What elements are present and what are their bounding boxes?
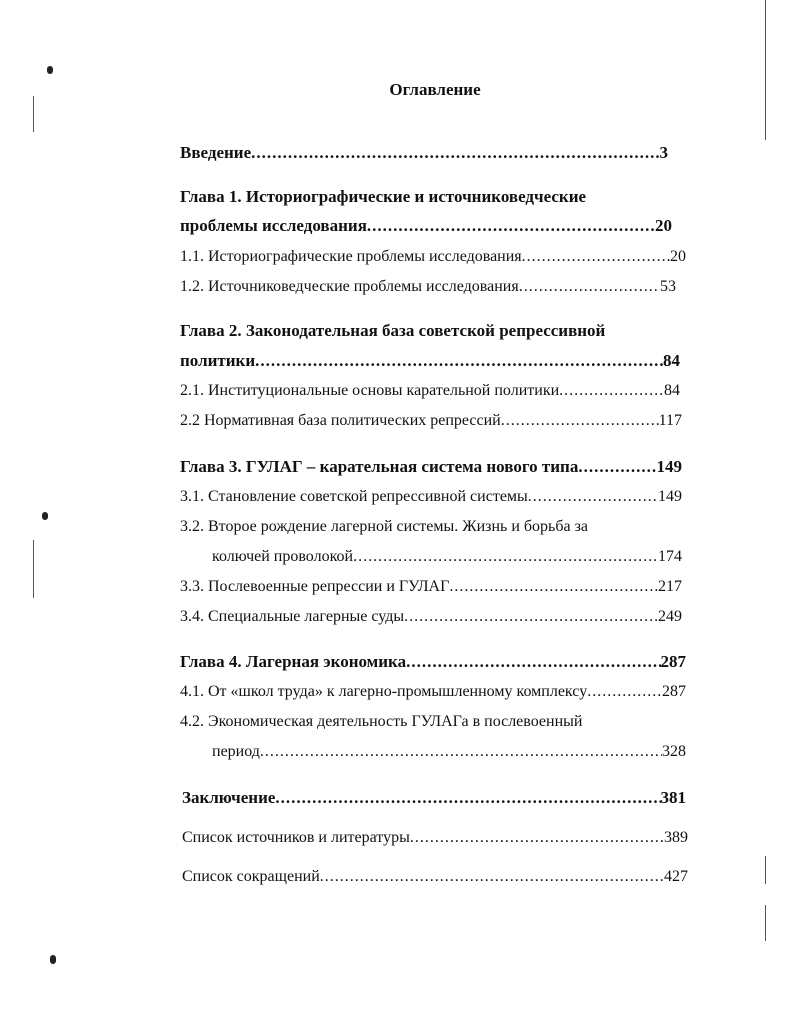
toc-leader-dots <box>367 215 655 237</box>
scan-dot <box>42 512 48 520</box>
scan-dot <box>47 66 53 74</box>
toc-leader-dots <box>320 866 664 888</box>
toc-entry-3-1 <box>180 486 682 508</box>
toc-page-number: 287 <box>662 683 686 700</box>
toc-entry-conclusion <box>182 787 686 809</box>
toc-entry-text: Глава 4. Лагерная экономика <box>180 652 407 671</box>
toc-page-number: 117 <box>658 412 682 429</box>
toc-leader-dots <box>255 350 663 372</box>
toc-entry-text: Заключение <box>182 788 276 807</box>
toc-entry-3-3 <box>180 576 682 598</box>
toc-leader-dots <box>528 486 658 508</box>
toc-entry-1-2 <box>180 276 676 298</box>
toc-leader-dots <box>410 827 664 849</box>
chapter-2-heading: Глава 2. Законодательная база советской репрессивной <box>180 321 606 340</box>
toc-entry-text: период <box>212 743 260 760</box>
toc-entry-chapter-2 <box>180 350 680 372</box>
toc-entry-text: 1.2. Источниковедческие проблемы исследования <box>180 278 519 295</box>
toc-leader-dots <box>275 787 660 809</box>
toc-page-number: 3 <box>659 143 668 162</box>
toc-leader-dots <box>578 456 656 478</box>
toc-page-number: 84 <box>664 382 680 399</box>
toc-page-number: 249 <box>658 608 682 625</box>
toc-entry-text: 1.1. Историографические проблемы исследования <box>180 248 522 265</box>
toc-leader-dots <box>501 410 659 432</box>
toc-entry-abbreviations <box>182 866 688 888</box>
toc-leader-dots <box>251 142 659 164</box>
toc-leader-dots <box>587 681 662 703</box>
toc-leader-dots <box>260 741 662 763</box>
toc-entry-chapter-4 <box>180 651 686 673</box>
toc-page-number: 20 <box>670 248 686 265</box>
toc-leader-dots <box>559 380 664 402</box>
toc-page-number: 389 <box>664 829 688 846</box>
toc-entry-text: Список источников и литературы <box>182 829 410 846</box>
toc-entry-text: 3.3. Послевоенные репрессии и ГУЛАГ <box>180 578 450 595</box>
scan-edge-line <box>33 96 34 132</box>
toc-entry-text: колючей проволокой <box>212 548 354 565</box>
toc-entry-text: 2.2 Нормативная база политических репрессий <box>180 412 501 429</box>
toc-leader-dots <box>406 651 660 673</box>
toc-entry-4-2-line1: 4.2. Экономическая деятельность ГУЛАГа в послевоенный <box>180 713 583 730</box>
toc-entry-3-2 <box>212 546 682 568</box>
toc-page-number: 174 <box>658 548 682 565</box>
toc-entry-chapter-1 <box>180 215 672 237</box>
page-title: Оглавление <box>389 80 481 99</box>
scan-edge-line <box>765 905 766 941</box>
scan-edge-line <box>765 856 766 884</box>
toc-leader-dots <box>404 606 658 628</box>
toc-page-number: 53 <box>660 278 676 295</box>
toc-page-number: 217 <box>658 578 682 595</box>
toc-entry-2-2 <box>180 410 682 432</box>
toc-page-number: 149 <box>656 457 682 476</box>
toc-page-number: 287 <box>660 652 686 671</box>
toc-leader-dots <box>353 546 658 568</box>
toc-entry-text: проблемы исследования <box>180 216 367 235</box>
toc-entry-text: Введение <box>180 143 252 162</box>
toc-entry-3-2-line1: 3.2. Второе рождение лагерной системы. Жизнь и борьба за <box>180 518 589 535</box>
toc-entry-chapter-3 <box>180 456 682 478</box>
toc-page-number: 381 <box>660 788 686 807</box>
toc-entry-text: 4.1. От «школ труда» к лагерно-промышленному комплексу <box>180 683 588 700</box>
toc-leader-dots <box>519 276 660 298</box>
toc-entry-sources <box>182 827 688 849</box>
toc-page-number: 328 <box>662 743 686 760</box>
toc-page-number: 149 <box>658 488 682 505</box>
toc-entry-text: Глава 3. ГУЛАГ – карательная система нового типа <box>180 457 579 476</box>
toc-entry-2-1 <box>180 380 680 402</box>
toc-leader-dots <box>522 246 670 268</box>
toc-entry-text: 3.1. Становление советской репрессивной системы <box>180 488 528 505</box>
toc-page-number: 84 <box>663 351 680 370</box>
toc-entry-text: 3.4. Специальные лагерные суды <box>180 608 405 625</box>
toc-entry-3-4 <box>180 606 682 628</box>
scan-edge-line <box>765 0 766 140</box>
toc-entry-4-1 <box>180 681 686 703</box>
toc-entry-intro <box>180 142 668 164</box>
scan-dot <box>50 955 56 964</box>
scan-edge-line <box>33 540 34 598</box>
chapter-1-heading: Глава 1. Историографические и источниковедческие <box>180 187 587 206</box>
toc-page-number: 427 <box>664 868 688 885</box>
toc-entry-4-2 <box>212 741 686 763</box>
toc-entry-text: Список сокращений <box>182 868 320 885</box>
toc-leader-dots <box>449 576 658 598</box>
toc-entry-1-1 <box>180 246 686 268</box>
toc-entry-text: 2.1. Институциональные основы карательной политики <box>180 382 560 399</box>
toc-page-number: 20 <box>655 216 672 235</box>
toc-entry-text: политики <box>180 351 256 370</box>
